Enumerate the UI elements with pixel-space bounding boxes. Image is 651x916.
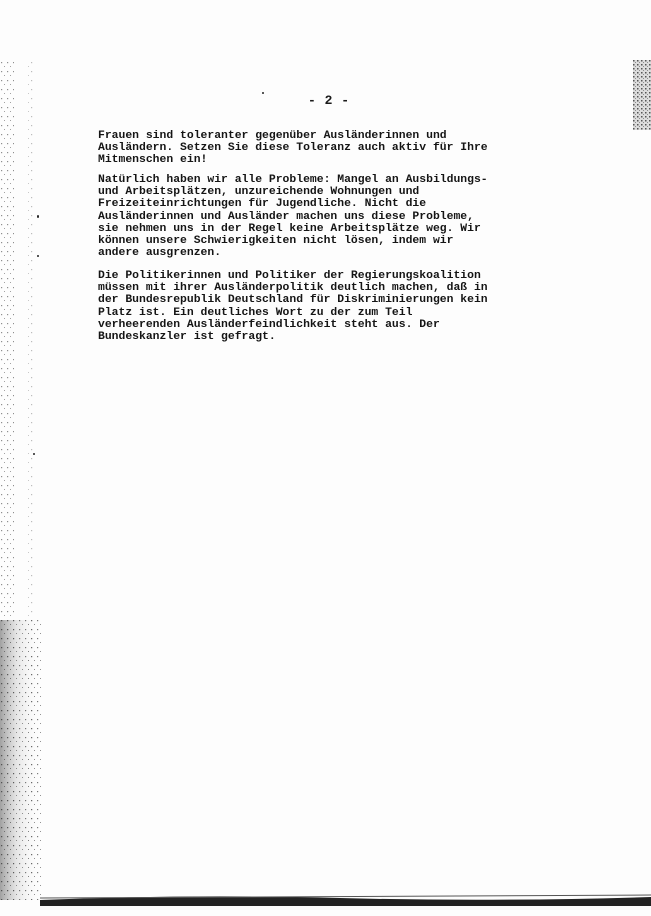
paragraph-3: Die Politikerinnen und Politiker der Regierungskoalition müssen mit ihrer Ausländerpolitik deutlich machen, daß in der Bundesrepublik Deutschland für Diskriminierungen kein Platz ist. Ein deutliches Wort zu der zum Teil verheerenden Ausländerfeindlichkeit steht aus. Der Bundeskanzler ist gefragt.	[98, 270, 488, 344]
page-number: - 2 -	[308, 93, 350, 108]
scan-edge-bottom	[40, 892, 651, 906]
scan-speck	[33, 453, 35, 455]
scan-speck	[262, 92, 264, 94]
paragraph-2: Natürlich haben wir alle Probleme: Mangel an Ausbildungs- und Arbeitsplätzen, unzureichende Wohnungen und Freizeiteinrichtungen für Jugendliche. Nicht die Ausländerinnen und Ausländer machen uns diese Probleme, sie nehmen uns in der Regel keine Arbeitsplätze weg. Wir können unsere Schwierigkeiten nicht lösen, indem wir andere ausgrenzen.	[98, 174, 488, 260]
scan-edge-right	[621, 60, 651, 160]
scan-edge-left	[0, 60, 60, 900]
scan-speck	[37, 255, 39, 257]
scan-speck	[37, 215, 39, 218]
paragraph-1: Frauen sind toleranter gegenüber Ausländerinnen und Ausländern. Setzen Sie diese Toleranz auch aktiv für Ihre Mitmenschen ein!	[98, 130, 488, 167]
